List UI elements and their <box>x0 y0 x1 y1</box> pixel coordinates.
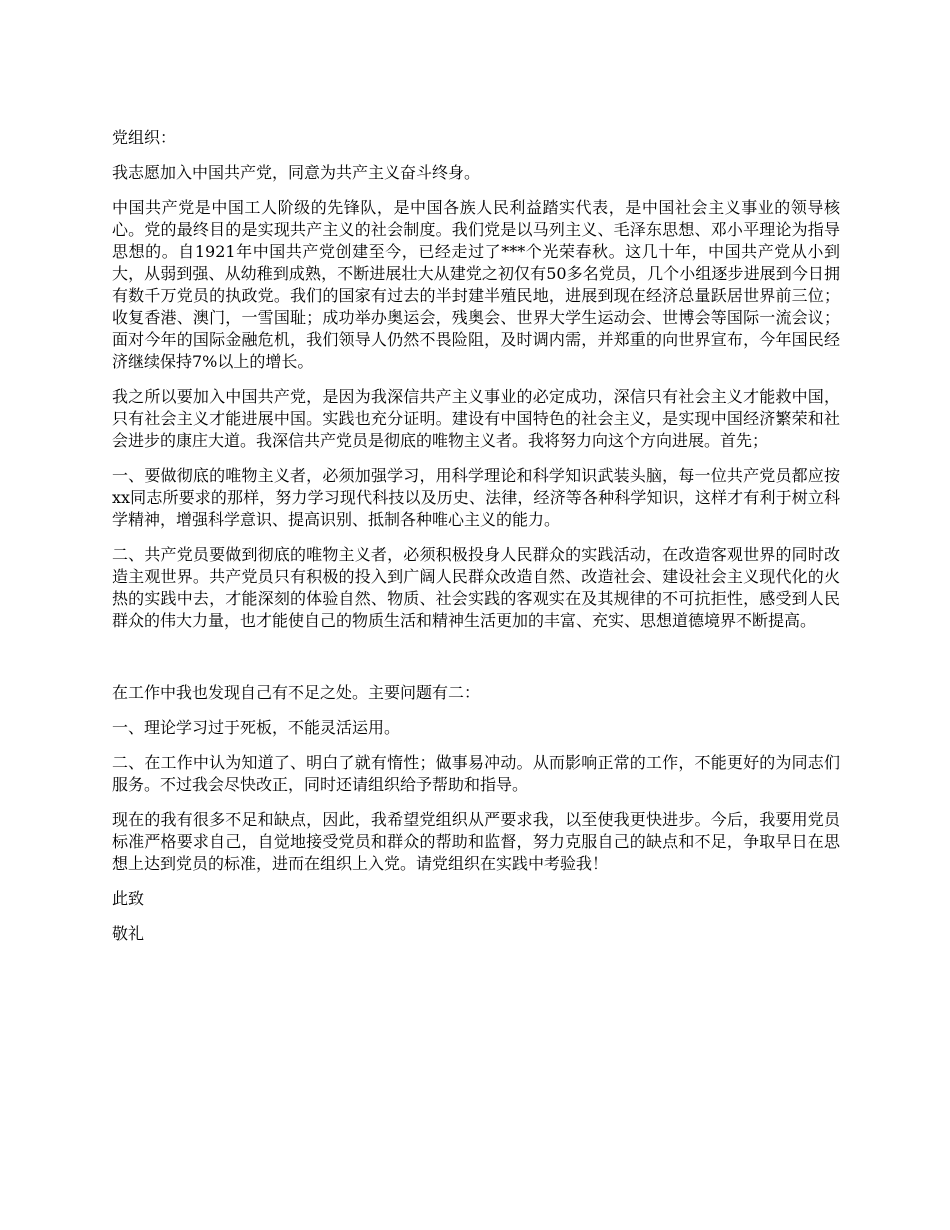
body-paragraph-2: 我之所以要加入中国共产党，是因为我深信共产主义事业的必定成功，深信只有社会主义才能救中国，只有社会主义才能进展中国。实践也充分证明。建设有中国特色的社会主义，是实现中国经济繁荣和社会进步的康庄大道。我深信共产党员是彻底的唯物主义者。我将努力向这个方向进展。首先； <box>112 387 840 450</box>
section-gap <box>112 645 840 682</box>
body-paragraph-4: 二、共产党员要做到彻底的唯物主义者，必须积极投身人民群众的实践活动，在改造客观世界的同时改造主观世界。共产党员只有积极的投入到广阔人民群众改造自然、改造社会、建设社会主义现代化的火热的实践中去，才能深刻的体验自然、物质、社会实践的客观实在及其规律的不可抗拒性，感受到人民群众的伟大力量，也才能使自己的物质生活和精神生活更加的丰富、充实、思想道德境界不断提高。 <box>112 545 840 630</box>
body-paragraph-1: 中国共产党是中国工人阶级的先锋队，是中国各族人民利益踏实代表，是中国社会主义事业的领导核心。党的最终目的是实现共产主义的社会制度。我们党是以马列主义、毛泽东思想、邓小平理论为指导思想的。自1921年中国共产党创建至今，已经走过了***个光荣春秋。这几十年，中国共产党从小到大，从弱到强、从幼稚到成熟，不断进展壮大从建党之初仅有50多名党员，几个小组逐步进展到今日拥有数千万党员的执政党。我们的国家有过去的半封建半殖民地，进展到现在经济总量跃居世界前三位；收复香港、澳门，一雪国耻；成功举办奥运会，残奥会、世界大学生运动会、世博会等国际一流会议；面对今年的国际金融危机，我们领导人仍然不畏险阻，及时调内需，并郑重的向世界宣布，今年国民经济继续保持7%以上的增长。 <box>112 198 840 371</box>
closing-cizhi: 此致 <box>112 889 145 908</box>
shortcoming-1: 一、理论学习过于死板，不能灵活运用。 <box>112 718 401 737</box>
shortcomings-intro: 在工作中我也发现自己有不足之处。主要问题有二： <box>112 683 481 702</box>
intro-paragraph: 我志愿加入中国共产党，同意为共产主义奋斗终身。 <box>112 163 481 182</box>
body-paragraph-3: 一、要做彻底的唯物主义者，必须加强学习，用科学理论和科学知识武装头脑，每一位共产党员都应按xx同志所要求的那样，努力学习现代科技以及历史、法律，经济等各种科学知识，这样才有利于树立科学精神，增强科学意识、提高识别、抵制各种唯心主义的能力。 <box>112 466 840 529</box>
shortcoming-2: 二、在工作中认为知道了、明白了就有惰性；做事易冲动。从而影响正常的工作，不能更好的为同志们服务。不过我会尽快改正，同时还请组织给予帮助和指导。 <box>112 753 840 794</box>
conclusion-paragraph: 现在的我有很多不足和缺点，因此，我希望党组织从严要求我，以至使我更快进步。今后，我要用党员标准严格要求自己，自觉地接受党员和群众的帮助和监督，努力克服自己的缺点和不足，争取早日在思想上达到党员的标准，进而在组织上入党。请党组织在实践中考验我！ <box>112 810 840 873</box>
closing-jingli: 敬礼 <box>112 924 145 943</box>
salutation: 党组织： <box>112 128 177 147</box>
